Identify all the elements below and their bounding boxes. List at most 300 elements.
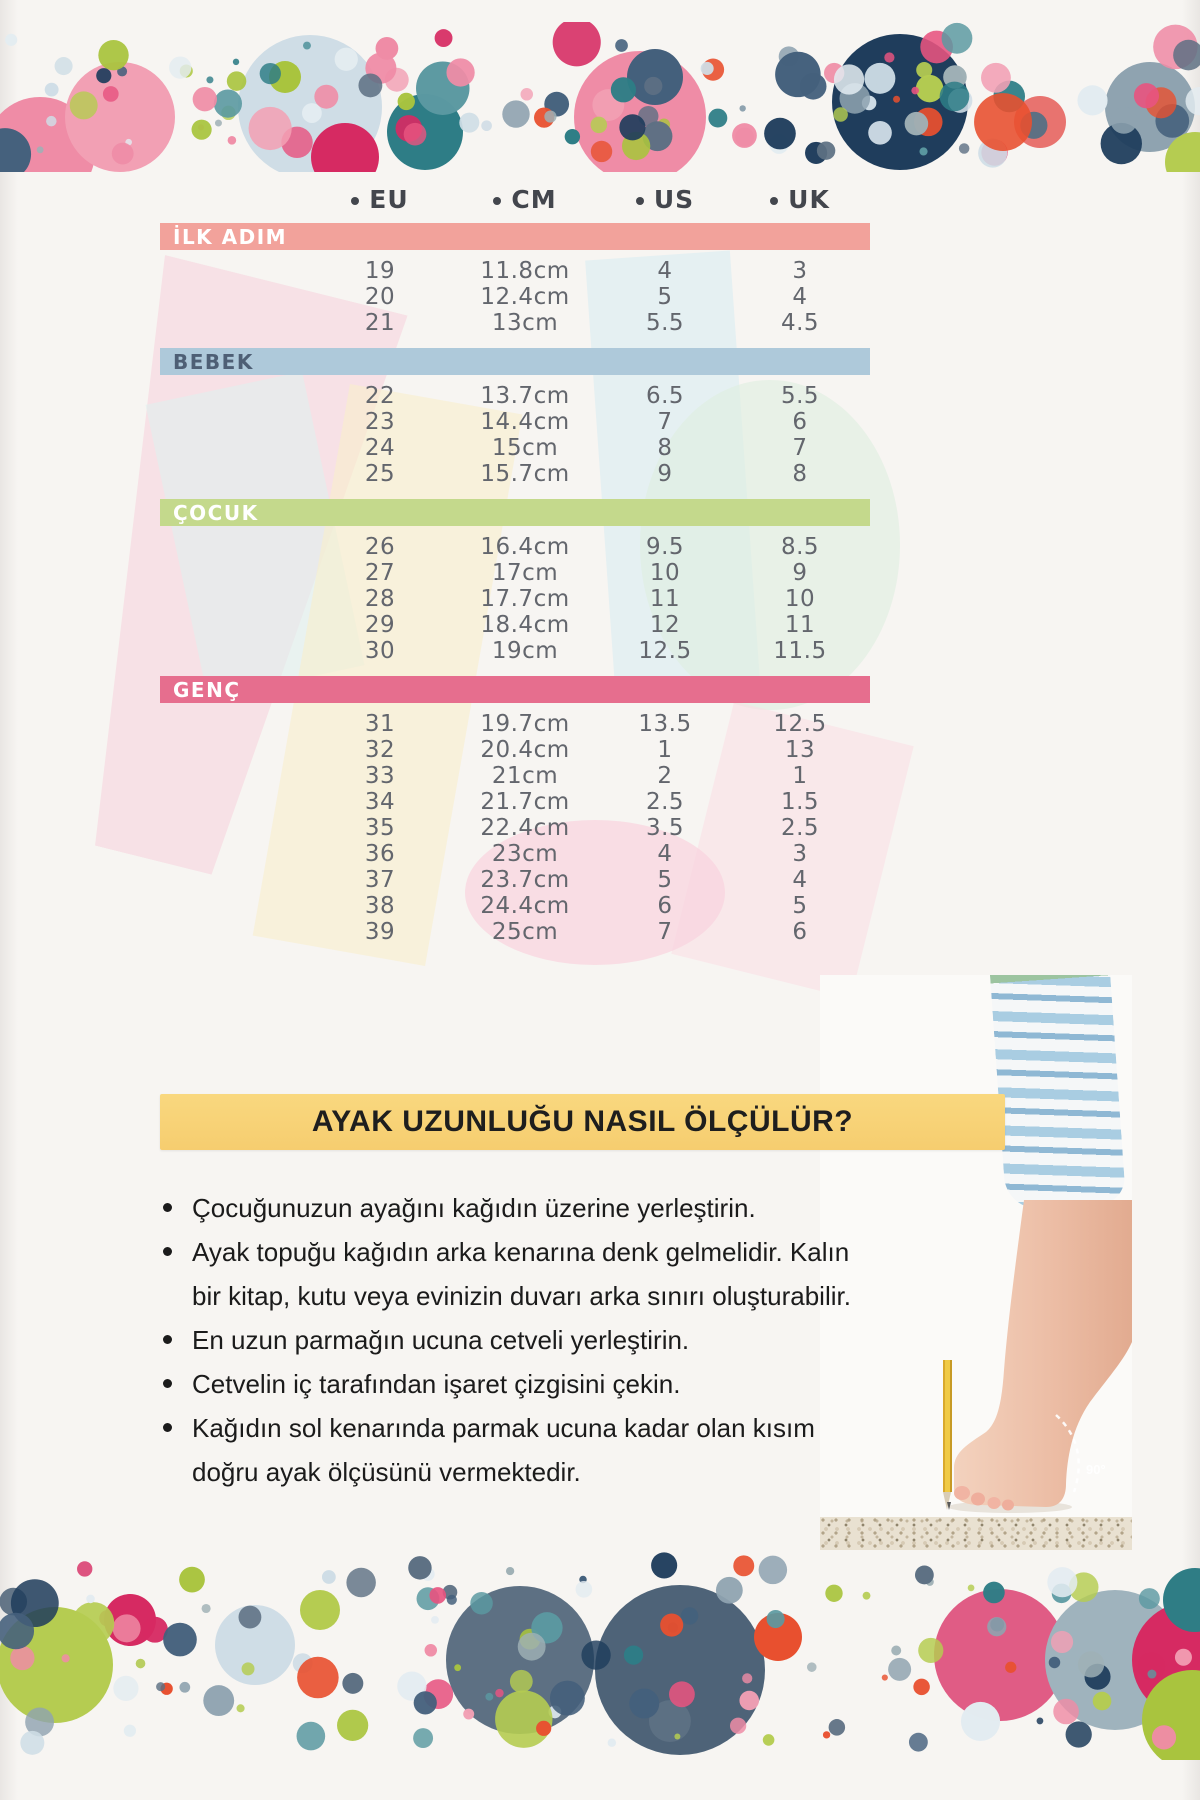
size-row: [160, 409, 870, 435]
bullet-dot-icon: [351, 197, 359, 205]
size-cell-us: 12: [649, 612, 681, 638]
decor-dot: [1171, 140, 1196, 165]
size-cell-cm: 14.4cm: [480, 409, 570, 435]
size-cell-uk: 10: [784, 586, 816, 612]
decor-dot: [1093, 1692, 1112, 1711]
section-label: ÇOCUK: [173, 500, 259, 525]
decor-dot: [868, 121, 892, 145]
decor-dot: [882, 1674, 888, 1680]
decor-dot: [202, 1604, 211, 1613]
decor-dot: [98, 40, 128, 70]
size-cell-us: 5: [657, 867, 673, 893]
pencil-icon: [943, 1360, 952, 1492]
decor-dot: [565, 129, 580, 144]
size-row: [160, 284, 870, 310]
top-dots-border: [0, 22, 1200, 172]
decor-dot: [337, 1710, 368, 1741]
decor-dot: [915, 1566, 934, 1585]
decor-dot: [96, 68, 111, 83]
size-cell-us: 3.5: [645, 815, 685, 841]
decor-dot: [163, 1623, 197, 1657]
decor-dot: [454, 1664, 461, 1671]
decor-dot: [179, 1567, 205, 1593]
decor-dot: [591, 141, 612, 162]
size-row: [160, 841, 870, 867]
decor-dot: [739, 105, 745, 111]
baby-leg-graphic: [940, 1200, 1132, 1550]
bullet-dot-icon: [636, 197, 644, 205]
decor-dot: [260, 63, 281, 84]
decor-dot: [237, 1704, 245, 1712]
decor-dot: [414, 1691, 437, 1714]
decor-dot: [358, 73, 382, 97]
decor-dot: [1053, 1699, 1079, 1725]
decor-dot: [864, 63, 895, 94]
decor-dot: [974, 93, 1032, 151]
size-cell-cm: 18.4cm: [480, 612, 570, 638]
decor-dot: [5, 34, 17, 46]
decor-dot: [300, 1590, 340, 1630]
decor-dot: [764, 118, 796, 150]
decor-dot: [446, 58, 474, 86]
section-bar: [160, 499, 870, 526]
column-header-cm: CM: [450, 185, 600, 214]
decor-dot: [77, 1561, 92, 1576]
size-cell-cm: 19.7cm: [480, 711, 570, 737]
size-cell-cm: 23.7cm: [480, 867, 570, 893]
size-cell-us: 1: [657, 737, 673, 763]
size-cell-us: 6.5: [645, 383, 685, 409]
size-row: [160, 310, 870, 336]
decor-dot: [942, 23, 973, 54]
decor-dot: [249, 107, 292, 150]
decor-dot: [227, 71, 246, 90]
column-header-uk: UK: [730, 185, 870, 214]
toe: [988, 1497, 1001, 1509]
angle-label: 90°: [1086, 1462, 1106, 1477]
size-section: [160, 676, 870, 945]
size-cell-cm: 21cm: [491, 763, 559, 789]
decor-dot: [342, 1673, 363, 1694]
size-cell-eu: 20: [364, 284, 396, 310]
size-cell-cm: 20.4cm: [480, 737, 570, 763]
decor-dot: [916, 75, 944, 103]
size-cell-eu: 37: [364, 867, 396, 893]
decor-dot: [611, 77, 636, 102]
decor-dot: [825, 1585, 842, 1602]
decor-dot: [37, 146, 44, 153]
decor-dot: [823, 1731, 830, 1738]
decor-dot: [346, 1568, 375, 1597]
decor-dot: [550, 1681, 585, 1716]
howto-bullet: Çocuğunuzun ayağını kağıdın üzerine yerleştirin.: [150, 1186, 855, 1230]
decor-dot: [591, 117, 608, 134]
decor-dot: [918, 1638, 943, 1663]
size-cell-uk: 2.5: [780, 815, 820, 841]
decor-dot: [1077, 85, 1107, 115]
decor-dot: [179, 1682, 190, 1693]
decor-dot: [987, 1617, 1006, 1636]
size-cell-us: 5: [657, 284, 673, 310]
decor-dot: [1051, 1631, 1073, 1653]
decor-dot: [45, 83, 59, 97]
bottom-dots-border: [0, 1545, 1200, 1760]
decor-dot: [335, 48, 358, 71]
size-cell-uk: 9: [792, 560, 808, 586]
decor-dot: [1049, 1657, 1060, 1668]
size-row: [160, 534, 870, 560]
decor-dot: [959, 143, 969, 153]
decor-dot: [716, 1577, 743, 1604]
decor-dot: [303, 42, 311, 50]
howto-title-bar: [160, 1094, 1005, 1150]
size-cell-eu: 34: [364, 789, 396, 815]
size-cell-uk: 11.5: [773, 638, 827, 664]
decor-dot: [70, 91, 98, 119]
decor-dot: [834, 64, 864, 94]
size-cell-cm: 24.4cm: [480, 893, 570, 919]
decor-dot: [413, 1728, 433, 1748]
decor-dot: [518, 1633, 546, 1661]
decor-dot: [911, 87, 919, 95]
decor-dot: [742, 1673, 752, 1683]
size-row: [160, 737, 870, 763]
decor-dot: [893, 96, 900, 103]
decor-dot: [544, 110, 556, 122]
decor-dot: [767, 1610, 785, 1628]
decor-dot: [425, 1644, 437, 1656]
size-cell-uk: 1.5: [780, 789, 820, 815]
size-cell-cm: 22.4cm: [480, 815, 570, 841]
size-cell-uk: 4: [792, 867, 808, 893]
size-cell-eu: 31: [364, 711, 396, 737]
decor-dot: [759, 1556, 787, 1584]
decor-dot: [302, 103, 322, 123]
size-cell-uk: 1: [792, 763, 808, 789]
size-cell-cm: 25cm: [491, 919, 559, 945]
size-cell-eu: 39: [364, 919, 396, 945]
size-cell-us: 7: [657, 919, 673, 945]
decor-dot: [961, 1702, 1000, 1741]
size-cell-cm: 19cm: [491, 638, 559, 664]
decor-dot: [169, 56, 191, 78]
striped-shorts: [990, 975, 1126, 1211]
decor-dot: [730, 1718, 746, 1734]
decor-dot: [435, 29, 453, 47]
section-label: İLK ADIM: [173, 224, 288, 249]
size-row: [160, 919, 870, 945]
size-cell-eu: 35: [364, 815, 396, 841]
size-cell-us: 6: [657, 893, 673, 919]
decor-dot: [156, 1682, 165, 1691]
size-row: [160, 383, 870, 409]
toe: [1002, 1500, 1014, 1511]
decor-dot: [863, 1592, 871, 1600]
decor-dot: [322, 1570, 336, 1584]
decor-dot: [807, 1662, 817, 1672]
size-cell-eu: 32: [364, 737, 396, 763]
decor-dot: [215, 120, 222, 127]
size-cell-cm: 11.8cm: [480, 258, 570, 284]
decor-dot: [1152, 1725, 1176, 1749]
size-cell-uk: 13: [784, 737, 816, 763]
decor-dot: [660, 1614, 683, 1637]
decor-dot: [447, 1595, 457, 1605]
decor-dot: [983, 1582, 1005, 1604]
size-row: [160, 258, 870, 284]
decor-dot: [817, 141, 835, 159]
size-cell-us: 2.5: [645, 789, 685, 815]
decor-dot: [297, 1657, 339, 1699]
size-cell-eu: 27: [364, 560, 396, 586]
column-header-eu: EU: [310, 185, 450, 214]
decor-dot: [884, 52, 894, 62]
howto-bullet-list: [150, 1186, 855, 1494]
decor-dot: [103, 86, 119, 102]
size-cell-us: 9: [657, 461, 673, 487]
decor-dot: [800, 73, 827, 100]
size-cell-uk: 12.5: [773, 711, 827, 737]
size-cell-us: 8: [657, 435, 673, 461]
toe: [971, 1493, 985, 1506]
howto-bullet: En uzun parmağın ucuna cetveli yerleştirin.: [150, 1318, 855, 1362]
size-cell-cm: 15cm: [491, 435, 559, 461]
size-cell-us: 2: [657, 763, 673, 789]
decor-dot: [1047, 1567, 1077, 1597]
decor-dot: [485, 1693, 493, 1701]
size-row: [160, 435, 870, 461]
size-row: [160, 763, 870, 789]
decor-dot: [239, 1606, 262, 1629]
decor-dot: [1078, 1651, 1104, 1677]
decor-dot: [681, 1607, 699, 1625]
decor-dot: [763, 1734, 775, 1746]
size-cell-uk: 7: [792, 435, 808, 461]
size-row: [160, 612, 870, 638]
decor-dot: [62, 1654, 70, 1662]
decor-dot: [55, 57, 73, 75]
size-row: [160, 560, 870, 586]
decor-dot: [429, 1587, 446, 1604]
decor-dot: [502, 100, 529, 127]
size-cell-cm: 15.7cm: [480, 461, 570, 487]
decor-dot: [459, 113, 479, 133]
size-cell-uk: 3: [792, 258, 808, 284]
size-cell-uk: 3: [792, 841, 808, 867]
size-row: [160, 893, 870, 919]
decor-dot: [553, 22, 601, 66]
size-cell-cm: 16.4cm: [480, 534, 570, 560]
section-bar: [160, 223, 870, 250]
size-cell-us: 10: [649, 560, 681, 586]
carpet-texture: [820, 1517, 1132, 1550]
decor-dot: [940, 82, 970, 112]
size-cell-uk: 8: [792, 461, 808, 487]
decor-dot: [913, 1679, 930, 1696]
decor-dot: [1037, 1718, 1044, 1725]
decor-dot: [536, 1721, 551, 1736]
size-section: [160, 499, 870, 664]
size-row: [160, 461, 870, 487]
decor-dot: [242, 1662, 255, 1675]
size-cell-eu: 22: [364, 383, 396, 409]
size-cell-us: 9.5: [645, 534, 685, 560]
decor-dot: [888, 1658, 911, 1681]
size-row: [160, 789, 870, 815]
decor-dot: [1066, 1721, 1092, 1747]
size-cell-cm: 23cm: [491, 841, 559, 867]
decor-dot: [431, 1616, 439, 1624]
decor-dot: [495, 1689, 503, 1697]
decor-dot: [192, 120, 212, 140]
section-bar: [160, 348, 870, 375]
decor-dot: [193, 87, 217, 111]
decor-dot: [1005, 1662, 1016, 1673]
size-cell-eu: 24: [364, 435, 396, 461]
decor-dot: [701, 62, 714, 75]
decor-dot: [404, 123, 427, 146]
decor-dot: [470, 1592, 493, 1615]
decor-dot: [891, 1646, 901, 1656]
size-cell-eu: 36: [364, 841, 396, 867]
decor-dot: [739, 1691, 759, 1711]
decor-dot: [651, 1552, 677, 1578]
decor-dot: [124, 1725, 136, 1737]
size-cell-cm: 17cm: [491, 560, 559, 586]
decor-dot: [708, 109, 727, 128]
decor-dot: [376, 37, 399, 60]
decor-dot: [615, 39, 628, 52]
size-cell-uk: 5: [792, 893, 808, 919]
howto-bullet: Ayak topuğu kağıdın arka kenarına denk gelmelidir. Kalın bir kitap, kutu veya evinizin duvarı arka sınırı oluşturabilir.: [150, 1230, 855, 1318]
size-cell-eu: 19: [364, 258, 396, 284]
decor-dot: [314, 85, 338, 109]
decor-dot: [1147, 1670, 1156, 1679]
size-cell-cm: 13cm: [491, 310, 559, 336]
decor-dot: [905, 112, 929, 136]
decor-dot: [408, 1556, 431, 1579]
size-cell-us: 12.5: [638, 638, 692, 664]
toe: [954, 1486, 970, 1500]
size-cell-uk: 5.5: [780, 383, 820, 409]
decor-dot: [627, 49, 683, 105]
decor-dot: [297, 1722, 326, 1751]
decor-dot: [10, 1646, 34, 1670]
decor-dot: [463, 1709, 474, 1720]
size-row: [160, 638, 870, 664]
size-cell-us: 4: [657, 841, 673, 867]
decor-dot: [829, 1719, 846, 1736]
decor-dot: [629, 1689, 659, 1719]
decor-dot: [233, 59, 239, 65]
size-cell-cm: 17.7cm: [480, 586, 570, 612]
decor-dot: [86, 1595, 95, 1604]
decor-dot: [669, 1681, 695, 1707]
measurement-photo: [820, 975, 1132, 1550]
decor-dot: [203, 1685, 234, 1716]
size-cell-eu: 28: [364, 586, 396, 612]
leg-silhouette: [954, 1200, 1132, 1507]
decor-dot: [735, 128, 754, 147]
decor-dot: [228, 136, 237, 145]
decor-dot: [510, 1670, 533, 1693]
size-cell-us: 5.5: [645, 310, 685, 336]
decor-dot: [506, 1567, 514, 1575]
size-chart-header-row: [160, 183, 870, 215]
size-cell-uk: 8.5: [780, 534, 820, 560]
size-row: [160, 815, 870, 841]
decor-dot: [112, 143, 134, 165]
decor-dot: [968, 1584, 975, 1591]
decor-dot: [1110, 107, 1137, 134]
pencil-lead: [947, 1502, 951, 1510]
decor-dot: [398, 93, 415, 110]
howto-title: AYAK UZUNLUĞU NASIL ÖLÇÜLÜR?: [311, 1105, 854, 1138]
size-cell-us: 13.5: [638, 711, 692, 737]
size-chart-body: [160, 223, 870, 945]
decor-dot: [481, 120, 492, 131]
size-cell-uk: 11: [784, 612, 816, 638]
decor-dot: [1134, 83, 1159, 108]
size-section: [160, 348, 870, 487]
decor-dot: [136, 1659, 146, 1669]
size-cell-eu: 26: [364, 534, 396, 560]
decor-dot: [909, 1733, 928, 1752]
section-label: BEBEK: [173, 349, 254, 374]
decor-dot: [113, 1676, 138, 1701]
decor-dot: [520, 88, 533, 101]
size-cell-cm: 13.7cm: [480, 383, 570, 409]
decor-dot: [576, 1581, 593, 1598]
section-label: GENÇ: [173, 677, 241, 702]
size-cell-eu: 33: [364, 763, 396, 789]
size-section: [160, 223, 870, 336]
decor-dot: [733, 1555, 754, 1576]
size-cell-eu: 29: [364, 612, 396, 638]
size-cell-cm: 12.4cm: [480, 284, 570, 310]
size-row: [160, 867, 870, 893]
decor-dot: [608, 1738, 616, 1746]
size-cell-us: 7: [657, 409, 673, 435]
decor-dot: [1139, 1588, 1160, 1609]
decor-dot: [644, 77, 662, 95]
size-row: [160, 711, 870, 737]
decor-dot: [624, 1645, 643, 1664]
size-cell-cm: 21.7cm: [480, 789, 570, 815]
size-cell-uk: 6: [792, 919, 808, 945]
decor-dot: [113, 1614, 141, 1642]
size-chart-table: [160, 183, 870, 957]
size-cell-uk: 4.5: [780, 310, 820, 336]
howto-bullet: Cetvelin iç tarafından işaret çizgisini çekin.: [150, 1362, 855, 1406]
size-cell-eu: 30: [364, 638, 396, 664]
section-bar: [160, 676, 870, 703]
decor-dot: [206, 76, 213, 83]
size-cell-uk: 6: [792, 409, 808, 435]
decor-dot: [495, 1690, 552, 1747]
size-row: [160, 586, 870, 612]
bullet-dot-icon: [493, 197, 501, 205]
size-cell-eu: 23: [364, 409, 396, 435]
size-cell-eu: 38: [364, 893, 396, 919]
decor-dot: [214, 89, 242, 117]
decor-dot: [581, 1640, 610, 1669]
decor-dot: [619, 114, 645, 140]
decor-dot: [1175, 1649, 1192, 1666]
decor-dot: [20, 1731, 44, 1755]
size-cell-us: 4: [657, 258, 673, 284]
size-cell-eu: 25: [364, 461, 396, 487]
